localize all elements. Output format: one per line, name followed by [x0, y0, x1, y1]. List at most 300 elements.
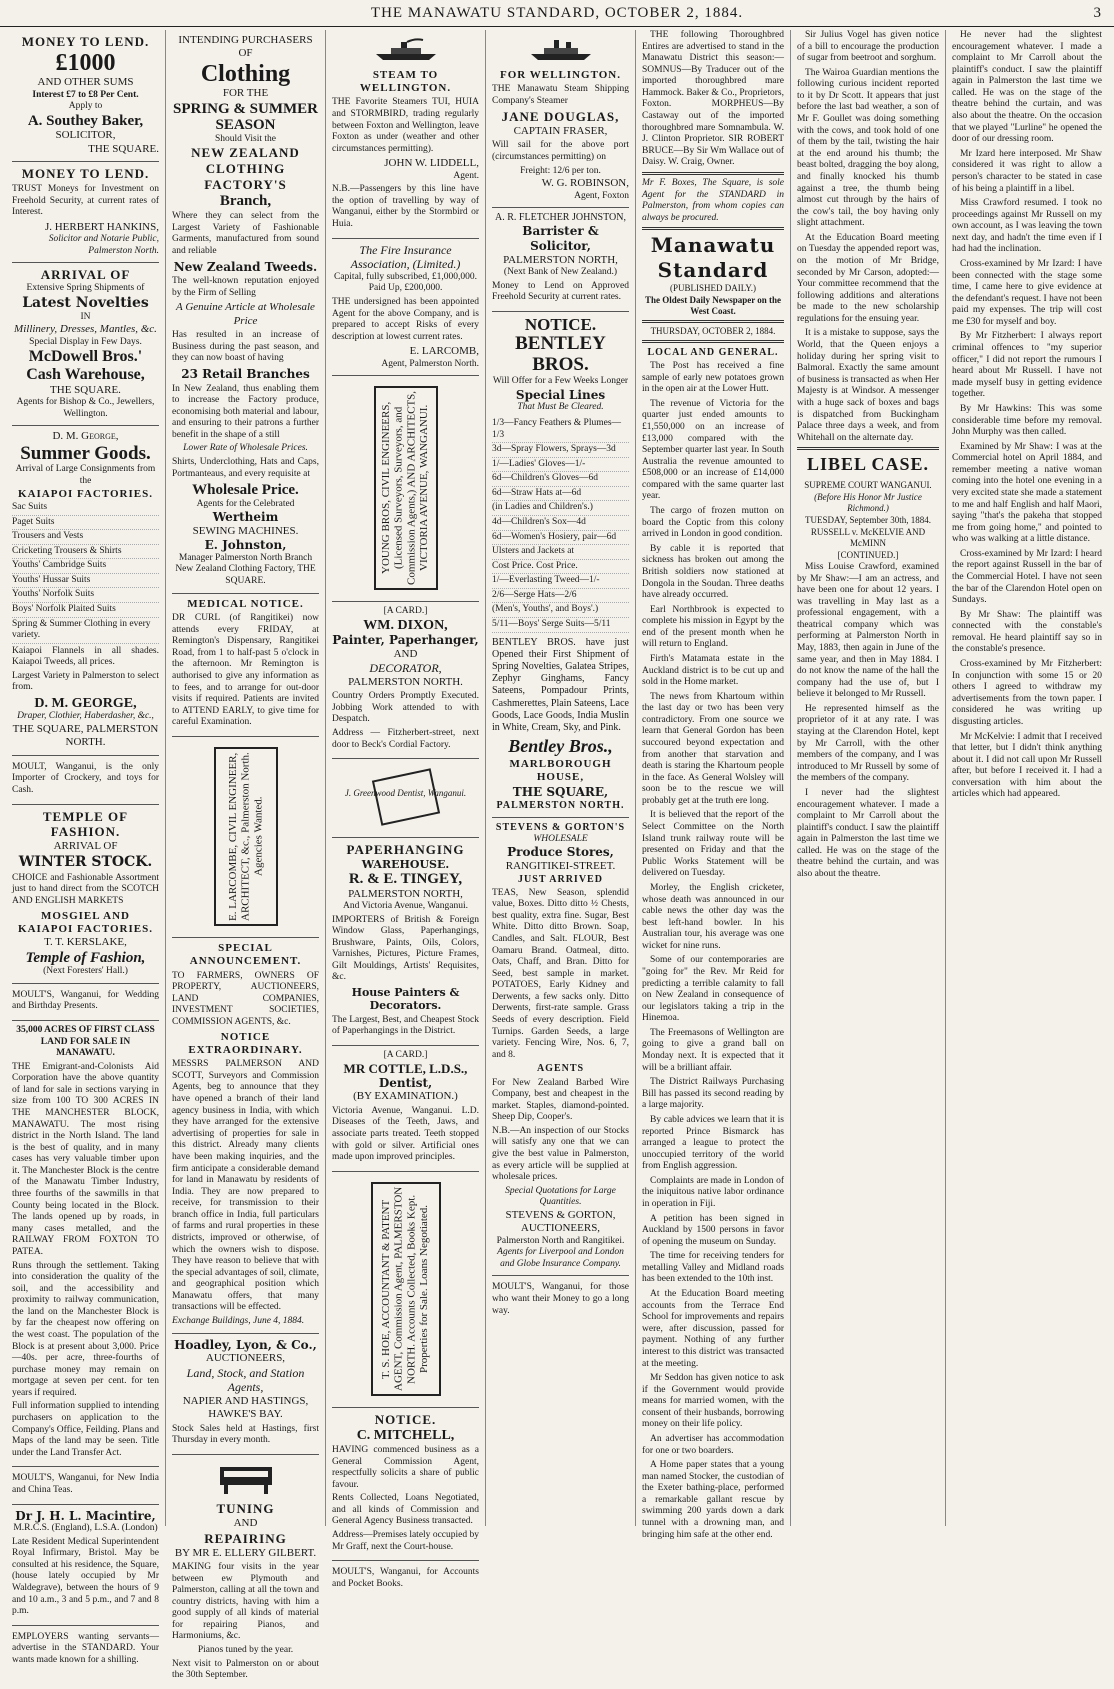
arrival-in: IN [80, 311, 91, 322]
local-news [642, 361, 784, 1541]
money-place: THE SQUARE. [88, 142, 159, 155]
news-paragraph: Earl Northbrook is expected to complete his mission in Egypt by the end of the present month when he will return to England. [642, 604, 784, 650]
news-paragraph: It is a mistake to suppose, says the World, that the Queen enjoys a holiday during her spring visit to Balmoral. Exactly the same amount of business is transacted as when Her Majesty is at Windsor. A messenger with a huge sack of boxes and bags is dispatched from Buckingham Palace three days a week, and from Whitehall on the alternate day. [797, 328, 939, 443]
lend2-title: MONEY TO LEND. [21, 166, 150, 182]
special-announcement-ad [172, 938, 319, 1334]
libel-paragraph: Mr McKelvie: I admit that I received that letter, but I didn't think anything about it. I did not call upon Mr Russell after, but before I received it. I had a conversation with him about the articles which had appeared. [952, 731, 1102, 800]
johnston-body: Money to Lend on Approved Freehold Security at current rates. [492, 280, 629, 303]
money-sub: AND OTHER SUMS [37, 76, 134, 89]
local-general-heading: LOCAL AND GENERAL. [647, 346, 779, 358]
macintire-body: Late Resident Medical Superintendent Royal Infirmary, Bristol. May be consulted at his residence, the Square, (house lately occupied by Mr Waldegrave), between the hours of 9 and 10 a.m., 3 and 5 p.m., and 7 and 8 p.m. [12, 1536, 159, 1617]
bentley-line: 1/—Everlasting Tweed—1/- [492, 574, 629, 589]
larcombe-box-ad [172, 737, 319, 938]
stevens-liverpool: Agents for Liverpool and London and Globe Insurance Company. [497, 1247, 624, 1269]
well-body-2: Will sail for the above port (circumstances permitting) on [492, 140, 629, 162]
robinson-role: Agent, Foxton [574, 190, 629, 201]
tingey-name: R. & E. TINGEY, [348, 871, 463, 888]
stevens-quotations: Special Quotations for Large Quantities. [505, 1185, 616, 1208]
column-5 [636, 30, 791, 1540]
summer-goods-title: Summer Goods. [20, 442, 151, 464]
bentley-line: 6d—Straw Hats at—6d [492, 487, 629, 502]
column-4 [486, 30, 636, 1526]
piano-icon [216, 1461, 276, 1495]
news-paragraph: The Freemasons of Wellington are going to give a grand ball on Monday next. It is expected that it will be a brilliant affair. [642, 1027, 784, 1073]
captain: CAPTAIN FRASER, [513, 125, 608, 137]
mitchell-rents: Rents Collected, Loans Negotiated, and all kinds of Commission and General Agency Business transacted. [332, 1493, 479, 1527]
news-paragraph: The Wairoa Guardian mentions the following curious incident reported to it by Dr Scott. It appears that just before the last bad weather, a son of Mr F. Goullet was doing something with the cows, and took hold of one of them by the tail, twisting the hair at the end around his thumb; the beast bolted, dragging the boy along, and finally knocked his thumb against a tree, the thumb being almost cut through by the hairs of the cow's tail, the boy having only slight attachment. [797, 67, 939, 229]
mcd-name: McDowell Bros.' [28, 348, 143, 366]
medical-notice-ad [172, 594, 319, 737]
moult-ad-4 [332, 1561, 479, 1597]
bentley-line: 4d—Children's Sox—4d [492, 516, 629, 531]
suit-item: Youths' Norfolk Suits [12, 588, 159, 603]
stevens-rangitikei: RANGITIKEI-STREET. [505, 860, 616, 873]
wertheim: Wertheim [212, 510, 279, 525]
stevens-gorton-ad [492, 818, 629, 1277]
fire-agent: E. LARCOMB, [409, 345, 479, 358]
boxes-note: Mr F. Boxes, The Square, is sole Agent for the STANDARD in Palmerston, from whom copies can always be procured. [642, 177, 784, 223]
extra-title: NOTICE EXTRAORDINARY. [188, 1030, 303, 1056]
divider [642, 227, 784, 230]
suit-item: Boys' Norfolk Plaited Suits [12, 603, 159, 618]
paper-masthead: Manawatu Standard [650, 233, 776, 282]
tingey-ad [332, 838, 479, 1046]
bentley-line: Cost Price. Cost Price. [492, 560, 629, 575]
bentley-ad [492, 312, 629, 818]
branch-body: Where they can select from the Largest Variety of Fashionable Garments, manufactured from sound and reliable [172, 211, 319, 256]
masthead [0, 0, 1114, 27]
bentley-line: Ulsters and Jackets at [492, 545, 629, 560]
sewing: SEWING MACHINES. [192, 524, 299, 537]
libel-paragraph: By Mr Shaw: The plaintiff was connected with the constable's removal. He heard plaintiff say so in the constable's presence. [952, 609, 1102, 655]
acres-body-3: Full information supplied to intending purchasers on application to the Company's Office, Feilding. Plans and Maps of the land may be seen. Title under the Land Transfer Act. [12, 1401, 159, 1458]
dixon-trade: Painter, Paperhanger, [332, 633, 479, 648]
libel-paragraph: Miss Crawford resumed. I took no proceedings against Mr Russell on my own account, as I was leaving the town next day, and hadn't the time even if I had had the inclination. [952, 198, 1102, 255]
hoe-box-ad [332, 1172, 479, 1408]
tweeds: New Zealand Tweeds. [173, 259, 318, 274]
moult-5-text: MOULT'S, Wanganui, for those who want their Money to go a long way. [492, 1282, 629, 1316]
dixon-addr: Address — Fitzherbert-street, next door to Beck's Cordial Factory. [332, 728, 479, 750]
column-6 [791, 30, 946, 1526]
divider [797, 447, 939, 450]
stevens-title: STEVENS & GORTON'S [495, 821, 626, 833]
news-paragraph: Mr Seddon has given notice to ask if the Government would provide means for married women, with the consent of their husbands, borrowing money on their life policy. [642, 1373, 784, 1430]
news-paragraph: The news from Khartoum within the last day or two has been very contradictory. From one source we learn that General Gordon has been succoured beyond expectation and from another that starvation and death is staring the Khartoum people in the face. As General Wolsley will soon be to the rescue we will probably get at the truth ere long. [642, 691, 784, 806]
money-role: SOLICITOR, [55, 129, 116, 142]
kerslake: T. T. KERSLAKE, [44, 936, 127, 949]
stevens-items: TEAS, New Season, splendid value, Boxes. Ditto ditto ½ Chests, best quality, extra fine. Sugar, Best White. Ditto ditto Brown. Soap, Candles, and Salt. FLOUR, Best Oamaru Brand. Oatmeal, ditto. Oats, Chaff, and Bran. Ditto for Seed, best sample in market. POTATOES, Early Kidney and Derwents, a few sacks only. Ditto Derwents, first-rate sample. Grass Seeds of every description. Field Turnips. Garden Seeds, a large variety. Fencing Wire, Nos. 6, 7, and 8. [492, 887, 629, 1060]
johnston: E. Johnston, [204, 538, 287, 553]
hoadley-ad [172, 1334, 319, 1455]
dixon-body: Country Orders Promptly Executed. Jobbing Work attended to with Despatch. [332, 691, 479, 725]
steamship-icon [526, 36, 596, 62]
suit-item: Trousers and Vests [12, 530, 159, 545]
moult-1-text: MOULT, Wanganui, is the only Importer of Crockery, and toys for Cash. [12, 761, 159, 795]
macintire-quals: M.R.C.S. (England), L.S.A. (London) [13, 1523, 158, 1534]
moult-ad-1 [12, 756, 159, 805]
dixon-decorator: DECORATOR, [369, 661, 442, 676]
bentley-script: Bentley Bros., [508, 736, 613, 757]
stevens-agents: AGENTS [536, 1063, 585, 1075]
fashion-ad [12, 805, 159, 984]
retail: 23 Retail Branches [181, 366, 310, 381]
pianos: Pianos tuned by the year. [197, 1645, 294, 1656]
house-painters: House Painters & Decorators. [351, 986, 460, 1013]
court-sub: (Before His Honor Mr Justice Richmond.) [814, 492, 922, 514]
mitchell-notice: NOTICE. [374, 1411, 437, 1427]
bentley-line: 1/—Ladies' Gloves—1/- [492, 458, 629, 473]
freight: Freight: 12/6 per ton. [520, 165, 601, 176]
fashion-arrival: ARRIVAL OF [53, 840, 118, 853]
well-body: THE Manawatu Steam Shipping Company's Steamer [492, 83, 629, 106]
news-continued [797, 30, 939, 444]
young-box-text: YOUNG BROS, CIVIL ENGINEERS, (Licensed Surveyors, Surveyors, and Commission Agents,) AND ARCHITECTS, VICTORIA AVENUE, WANGANUI. [380, 391, 431, 586]
clothing-for: FOR THE [222, 87, 269, 100]
special-body: TO FARMERS, OWNERS OF PROPERTY, AUCTIONEERS, LAND COMPANIES, INVESTMENT SOCIETIES, COMMISSION AGENTS, &c. [172, 970, 319, 1027]
suit-item: Cricketing Trousers & Shirts [12, 545, 159, 560]
hoadley-land: Land, Stock, and Station [186, 1365, 305, 1380]
temple-of-fashion: Temple of Fashion, [25, 949, 146, 966]
fashion-body: CHOICE and Fashionable Assortment just to hand direct from the SCOTCH AND ENGLISH MARKETS [12, 872, 159, 906]
libel-paragraph: Cross-examined by Mr Izard: I have been connected with the stage some time, I came here to give evidence at the defendant's request. I have not been paid my expenses. The trip will cost me £30 for myself and boy. [952, 258, 1102, 327]
variety: Largest Variety in Palmerston to select from. [12, 670, 159, 693]
suit-list [12, 501, 159, 644]
money-interest: Interest £7 to £8 Per Cent. [32, 89, 139, 100]
hoadley-sales: Stock Sales held at Hastings, first Thursday in every month. [172, 1423, 319, 1446]
thoroughbreds-article [642, 30, 784, 169]
wellington-steamer-ad [492, 30, 629, 208]
paper-title: PAPERHANGING [346, 841, 465, 857]
mosgiel: MOSGIEL AND KAIAPOI FACTORIES. [18, 909, 153, 935]
steam-body: THE Favorite Steamers TUI, HUIA and STORMBIRD, trading regularly between Foxton and Wellington, leave Foxton as under (weather and other circumstances permitting). [332, 97, 479, 154]
mitchell-addr: Address—Premises lately occupied by Mr Graff, next the Court-house. [332, 1530, 479, 1552]
stevens-agents-body: For New Zealand Barbed Wire Company, best and cheapest in the market. Staples, diamond-pointed. Sheep Dip, Cooper's. [492, 1077, 629, 1123]
news-paragraph: Some of our contemporaries are "going for" the Rev. Mr Reid for predicting a terrible calamity to fall on New Zealand in consequence of our legislators taking a trip in the Hinemoa. [642, 955, 784, 1024]
mitchell-ad [332, 1408, 479, 1561]
bentley-line: 3d—Spray Flowers, Sprays—3d [492, 443, 629, 458]
dixon-place: PALMERSTON NORTH. [348, 675, 463, 688]
temple-sub: (Next Foresters' Hall.) [43, 966, 128, 977]
greenwood-stamp-text: J. Greenwood Dentist, Wanganui. [344, 787, 467, 798]
tuning: TUNING [216, 1501, 275, 1517]
bentley-line: 5/11—Boys' Serge Suits—5/11 [492, 618, 629, 633]
divider [642, 320, 784, 323]
stevens-wholesale: WHOLESALE [533, 833, 588, 844]
news-paragraph: By cable advices we learn that it is reported Prince Bismarck has arranged a league to protect the unoccupied territory of the world from English aggression. [642, 1114, 784, 1172]
retail-body: In New Zealand, thus enabling them to increase the Factory produce, economising both material and labour, and ensuring to their patrons a further benefit in the shape of a still [172, 383, 319, 440]
libel-paragraph: Miss Louise Crawford, examined by Mr Shaw:—I am an actress, and have been one for about 12 years. I was travelling in May last as a professional engagement, with a theatrical company which was performing at Palmerston North in May, 1883, then again in June of the same year, and then in May 1884. I do not know the name of the hall the company had the use of, but I believe it belonged to Mr Russell. [797, 561, 939, 700]
lower-rate: Lower Rate of Wholesale Prices. [183, 443, 308, 454]
court-name: SUPREME COURT WANGANUI. [804, 480, 932, 491]
masthead-title: THE MANAWATU STANDARD, OCTOBER 2, 1884. [370, 5, 744, 21]
libel-evidence [952, 30, 1102, 801]
arrival-ad [12, 263, 159, 426]
court-date: TUESDAY, September 30th, 1884. [805, 515, 931, 526]
fire-insurance-ad [332, 239, 479, 377]
acres-body: THE Emigrant-and-Colonists Aid Corporation have the above quantity of land for sale in sections varying in size from 100 TO 300 ACRES IN THE MANCHESTER BLOCK, MANAWATU. The most rising district in the North Island. The land is the best of quality, and in many cases has very valuable timber upon it. The Manchester Block is the centre of the Manawatu Timber Industry, three fourths of the sawmills in that County being located in the Block. The lands opened up by roads, in many cases metalled, and the RAILWAY FROM FOXTON TO PATEA. [12, 1061, 159, 1257]
mcd-agents: Agents for Bishop & Co., Jewellers, Wellington. [16, 396, 155, 419]
genuine: A Genuine Article at Wholesale Price [176, 301, 315, 327]
divider [642, 172, 784, 175]
news-paragraph: A Home paper states that a young man named Stocker, the custodian of the Exeter bathing-place, performed a remarkable gallant rescue by swimming 200 yards down a dark tunnel with a drowning man, and bringing him safe at the other end. [642, 1460, 784, 1540]
george-name: D. M. GEORGE, [34, 696, 137, 712]
libel-paragraph: I never had the slightest encouragement whatever. I made a complaint to Mr Carroll about the plaintiff's conduct. I saw the plaintiff again in Palmerston the last time we called. He was on the stage of the theatre behind the curtain, and was also about the theatre. [797, 787, 939, 879]
news-paragraph: Sir Julius Vogel has given notice of a bill to encourage the production of sugar from beetroot and sorghum. [797, 30, 939, 64]
repairing: REPAIRING [204, 1530, 287, 1546]
dixon-ad [332, 602, 479, 759]
moult-3-text: MOULT'S, Wanganui, for New India and China Teas. [12, 1473, 159, 1495]
bentley-line: 1/3—Fancy Feathers & Plumes—1/3 [492, 417, 629, 443]
liddell-role: Agent. [453, 170, 479, 181]
liddell: JOHN W. LIDDELL, [384, 157, 479, 170]
fire-paid: Paid Up, £200,000. [368, 283, 443, 294]
libel-paragraph: Cross-examined by Mr Fitzherbert: In conjunction with some 15 or 20 others I agreed to withdraw my advertisements from the town paper. I considered he was writing up disgusting articles. [952, 659, 1102, 727]
published-daily: (PUBLISHED DAILY.) [670, 283, 756, 294]
cottle-name: MR COTTLE, L.D.S., [343, 1060, 468, 1076]
cottle-body: Victoria Avenue, Wanganui. L.D. Diseases of the Teeth, Jaws, and associate parts treated. Teeth stopped with gold or silver. Artificial ones made upon improved principles. [332, 1105, 479, 1163]
bentley-line: 6d—Women's Hosiery, pair—6d [492, 531, 629, 546]
money-agent: A. Southey Baker, [27, 112, 144, 129]
libel-paragraph: Cross-examined by Mr Izard: I heard the report against Russell in the bar of the Commercial Hotel. I have not seen the bar of the Clarendon Hotel open on Sundays. [952, 548, 1102, 606]
season: SPRING & SUMMER SEASON [173, 100, 318, 134]
news-paragraph: Firth's Matamata estate in the Auckland district is to be cut up and sold in the Home market. [642, 653, 784, 688]
moult-ad-5 [492, 1276, 629, 1324]
acres-ad [12, 1021, 159, 1467]
bentley-square: THE SQUARE, [512, 784, 609, 799]
branch: Branch, [219, 192, 272, 209]
suit-item: Youths' Cambridge Suits [12, 559, 159, 574]
george-place: THE SQUARE, PALMERSTON NORTH. [12, 723, 159, 749]
hoadley-agents: Agents, [227, 1380, 264, 1395]
stevens-place: Palmerston North and Rangitikei. [496, 1235, 625, 1246]
fashion-title: TEMPLE OF FASHION. [42, 808, 129, 840]
fire-title: The Fire Insurance Association, (Limited.) [350, 242, 461, 272]
stevens-produce: Produce Stores, [507, 845, 614, 860]
news-paragraph: At the Education Board meeting on Tuesday the appended report was, on the motion of Mr Bridge, seconded by Mr Carson, adopted:—Your committee recommend that the following additions and alterations be made to the new scholarship regulations for the ensuing year. [797, 232, 939, 324]
cottle-card: [A CARD.] [383, 1049, 428, 1060]
hoadley-role: AUCTIONEERS, [205, 1352, 286, 1365]
lend2-role: Solicitor and Notarie Public, Palmerston North. [48, 234, 159, 256]
news-paragraph: An advertiser has accommodation for one or two boarders. [642, 1433, 784, 1456]
news-paragraph: The District Railways Purchasing Bill has passed its second reading by a large majority. [642, 1077, 784, 1111]
fire-body: THE undersigned has been appointed Agent for the above Company, and is prepared to accept Risks of every description at lowest current rates. [332, 296, 479, 342]
moult-ad-2 [12, 984, 159, 1021]
young-box-ad [332, 376, 479, 602]
piano-ad [172, 1455, 319, 1689]
libel-paragraph: He represented himself as the proprietor of it at any rate. I was staying at the Clarendon Hotel, kept by Mr Carroll, with the other members of the company, and I was introduced to Mr Russell by some of the members of the company. [797, 703, 939, 784]
bentley-cleared: That Must Be Cleared. [517, 402, 604, 413]
cottle-ad [332, 1046, 479, 1172]
news-paragraph: The time for receiving tenders for metalling Valley and Midland roads has been extended to the 10th inst. [642, 1251, 784, 1285]
robinson: W. G. ROBINSON, [541, 177, 629, 190]
jane-douglas: JANE DOUGLAS, [501, 109, 620, 125]
cottle-dentist: Dentist, [378, 1075, 433, 1090]
tingey-place: PALMERSTON NORTH, [348, 887, 463, 900]
bentley-line: (Men's, Youths', and Boys'.) [492, 603, 629, 618]
clothing-title: Clothing [200, 60, 291, 87]
bentley-notice: NOTICE. [524, 314, 597, 334]
shirts: Shirts, Underclothing, Hats and Caps, Portmanteaus, and every requisite at [172, 457, 319, 479]
news-paragraph: At the Education Board meeting accounts from the Terrace End School for improvements and repairs were, after discussion, passed for payment. Nothing of any further interest to this district was transacted at the meeting. [642, 1289, 784, 1369]
stevens-gorton-2: STEVENS & GORTON, [505, 1208, 616, 1221]
arrival-display: Special Display in Few Days. [29, 336, 142, 347]
libel-paragraph: He never had the slightest encouragement whatever. I made a complaint to Mr Carroll about the plaintiff's conduct. I saw the plaintiff again in Palmerston the last time we called. He was on the stage of the theatre behind the curtain, and was also about the theatre. On the occasion that we played "Lurline" he opened the door of our dressing room. [952, 30, 1102, 145]
tuning-and: AND [233, 1517, 258, 1530]
issue-date: THURSDAY, OCTOBER 2, 1884. [650, 325, 776, 336]
flannels: Kaiapoi Flannels in all shades. Kaiapoi Tweeds, all prices. [12, 645, 159, 668]
marlborough: MARLBOROUGH HOUSE, [509, 758, 612, 784]
dixon-and: AND [393, 647, 418, 660]
steam-ad [332, 30, 479, 239]
columns [6, 30, 1108, 1681]
tweeds-body: The well-known reputation enjoyed by the Firm of Selling [172, 276, 319, 298]
special-title: SPECIAL ANNOUNCEMENT. [189, 941, 302, 968]
news-paragraph: Complaints are made in London of the iniquitous native labor ordinance in operation in Fiji. [642, 1175, 784, 1209]
stevens-arrived: JUST ARRIVED [518, 873, 603, 885]
paper-warehouse: WAREHOUSE. [361, 857, 450, 871]
column-7 [946, 30, 1108, 1526]
macintire-ad [12, 1505, 159, 1626]
page-number: 3 [1093, 5, 1102, 21]
extra-sig: Exchange Buildings, June 4, 1884. [172, 1316, 305, 1327]
gilbert: BY MR E. ELLERY GILBERT. [174, 1546, 317, 1559]
lend2-body: TRUST Moneys for Investment on Freehold Security, at current rates of Interest. [12, 183, 159, 218]
extra-body: MESSRS PALMERSON AND SCOTT, Surveyors and Commission Agents, beg to announce that they have opened a branch of their land agency business in India, with which they have arranged for the extensive advertising of properties for sale in this district. Already many clients have been making inquiries, and the firm anticipate a considerable demand for land in Manawatu by residents of India. They are now prepared to receive, for transmission to their branch office in India, full particulars of farms and rural properties in these districts, improved or otherwise, of which the owners wish to dispose. They have reason to believe that with the special advantages of soil, climate, and geographical position which Manawatu offers, that many transactions will be effected. [172, 1059, 319, 1313]
johnston-role: Manager Palmerston North Branch New Zealand Clothing Factory, THE SQUARE. [175, 552, 316, 587]
next-visit: Next visit to Palmerston on or about the 30th September. [172, 1658, 319, 1681]
employers-text: EMPLOYERS wanting servants—advertise in the STANDARD. Your wants made known for a shilling. [12, 1631, 159, 1665]
column-2 [166, 30, 326, 1681]
column-3 [326, 30, 486, 1589]
agents: Agents for the Celebrated [196, 498, 295, 509]
case-continued: [CONTINUED.] [837, 550, 899, 560]
hoadley-place: NAPIER AND HASTINGS, HAWKE'S BAY. [182, 1394, 309, 1421]
clothing-factory-ad [172, 30, 319, 594]
moult-ad-3 [12, 1467, 159, 1504]
mcd-place: THE SQUARE. [50, 383, 121, 396]
news-paragraph: Morley, the English cricketer, whose death was announced in our cable news the other day was the best left-hand bowler. In his Australian tour, his average was one wicket for nine runs. [642, 882, 784, 951]
tingey-stock: The Largest, Best, and Cheapest Stock of Paperhangings in the District. [332, 1014, 479, 1037]
money-amount: £1000 [55, 49, 116, 76]
winter-stock: WINTER STOCK. [18, 853, 153, 870]
oldest-daily: The Oldest Daily Newspaper on the West Coast. [644, 295, 782, 316]
money-title: MONEY TO LEND. [21, 34, 150, 49]
arrival-novelties: Latest Novelties [22, 294, 149, 311]
bentley-line: (in Ladies and Children's.) [492, 501, 629, 516]
money-lend-ad [12, 30, 159, 162]
nz: NEW ZEALAND [191, 145, 300, 161]
bentley-body: BENTLEY BROS. have just Opened their First Shipment of Spring Novelties, Galatea Stripes, Zephyr Ginghams, Fancy Sateens, Pompadour Prints, Cashmerettes, Plain Sateens, Lace Goods, Lace Goods, India Muslin in White, Cream, Sky, and Pink. [492, 636, 629, 733]
bentley-line: 6d—Children's Gloves—6d [492, 472, 629, 487]
medical-body: DR CURL (of Rangitikei) now attends every FRIDAY, at Remington's Dispensary, Rangitikei Road, from 1 to half-past 5 o'clock in the afternoon. Mr Remington is authorised to give any information as to fees, and to arrange for out-door visits if required. Patients are invited to ATTEND EARLY, to give time for careful Examination. [172, 613, 319, 728]
gilbert-body: MAKING four visits in the year between ew Plymouth and Palmerston, calling at all the town and country districts, having with him a good supply of all kinds of material for repairing Pianos, and Harmoniums, &c. [172, 1561, 319, 1642]
mcd-warehouse: Cash Warehouse, [26, 365, 145, 383]
clothing-intro: INTENDING PURCHASERS OF [178, 34, 313, 60]
libel-paragraph: By Mr Fitzherbert: I always report criminal offences to "my superior officer," I did not report the rumours I heard about Mr Russell. I have not made myself busy in getting evidence together. [952, 331, 1102, 400]
libel-case-heading: LIBEL CASE. [806, 454, 930, 475]
fire-agent-role: Agent, Palmerston North. [381, 358, 479, 369]
hoadley-name: Hoadley, Lyon, & Co., [174, 1337, 317, 1352]
employers-ad [12, 1626, 159, 1674]
liddell-nb: N.B.—Passengers by this line have the option of travelling by way of Wanganui, either by the Stormbird or Huia. [332, 184, 479, 229]
hoe-box-text: T. S. HOE, ACCOUNTANT & PATENT AGENT, Commission Agent, PALMERSTON NORTH. Accounts Collected, Books Kept. Properties for Sale. Loans Negotiated. [380, 1186, 431, 1391]
larcombe-box-text: E. LARCOMBE, CIVIL ENGINEER, ARCHITECT, &c., Palmerston North. Agencies Wanted. [226, 751, 264, 921]
factory: CLOTHING FACTORY'S [204, 161, 287, 192]
bentley-sub: Will Offer for a Few Weeks Longer [492, 376, 629, 387]
bentley-palm: PALMERSTON NORTH. [496, 799, 625, 811]
hoe-box [371, 1182, 441, 1396]
steamship-icon [371, 36, 441, 62]
lend2-name: J. HERBERT HANKINS, [44, 220, 159, 233]
dixon-name: WM. DIXON, [363, 617, 448, 633]
arrival-body: Extensive Spring Shipments of [26, 283, 145, 294]
suit-item: Spring & Summer Clothing in every variety. [12, 618, 159, 644]
suit-item: Paget Suits [12, 516, 159, 531]
arrival-items: Millinery, Dresses, Mantles, &c. [14, 323, 157, 336]
fletcher-johnston-ad [492, 208, 629, 312]
tingey-body: IMPORTERS of British & Foreign Window Glass, Paperhangings, Brushware, Paints, Oils, Colors, Varnishes, Pictures, Picture Frames, Gilt Mouldings, Artists' Requisites, &c. [332, 914, 479, 983]
steam-title: STEAM TO WELLINGTON. [359, 68, 452, 94]
news-paragraph: It is believed that the report of the Select Committee on the North Island trunk railway route will be presented on Friday and that the Public Works Statement will be delivered on Tuesday. [642, 810, 784, 879]
libel-body [797, 562, 939, 881]
genuine-body: Has resulted in an increase of Business during the past season, and they can now boast of having [172, 330, 319, 364]
visit: Should Visit the [214, 133, 276, 144]
news-paragraph: The Post has received a fine sample of early new potatoes grown in the open air at the Lower Hutt. [642, 361, 784, 395]
thoroughbreds-text: THE following Thoroughbred Entires are advertised to stand in the Manawatu District this season:— SOMNUS—By Traducer out of the imported thoroughbred mare Hammock. Baker & Co., Proprietors, Foxton. MORPHEUS—By Castaway out of the imported thoroughbred mare Somnambula. W. J. Clinton Proprietor. SIR ROBERT BRUCE—By Sir Wm Wallace out of Daisy. W. Craig, Owner. [642, 30, 784, 168]
news-paragraph: A petition has been signed in Auckland by 1500 persons in favor of opening the museum on Sunday. [642, 1213, 784, 1247]
news-paragraph: The revenue of Victoria for the quarter just ended amounts to £1,550,000 on an increase of £13,000 compared with the September quarter last year. In South Australia the revenue amounted to £508,000 or an increase of £14,000 compared with the same quarter last year. [642, 398, 784, 502]
money-apply: Apply to [68, 101, 103, 112]
cottle-exam: (BY EXAMINATION.) [353, 1090, 458, 1103]
wholesale: Wholesale Price. [192, 482, 299, 499]
libel-paragraph: Examined by Mr Shaw: I was at the Commercial hotel on April 1884, and remember meeting a native woman coming into the hotel one evening in a very excited state she made a statement to me and half English and half Maori, saying "that's the pakeha that stopped me from going home," and pointed to who was walking at a little distance. [952, 441, 1102, 545]
news-paragraph: The cargo of frozen mutton on board the Coptic from this colony arrived in London in good condition. [642, 506, 784, 540]
divider [642, 340, 784, 343]
johnston-name: A. R. FLETCHER JOHNSTON, [495, 212, 626, 224]
moult-4-text: MOULT'S, Wanganui, for Accounts and Pocket Books. [332, 1567, 479, 1589]
johnston-sub: (Next Bank of New Zealand.) [503, 266, 618, 277]
dixon-card: [A CARD.] [383, 606, 428, 617]
young-box [374, 386, 438, 590]
lend2-ad [12, 162, 159, 263]
news-paragraph: By cable it is reported that sickness has broken out among the British soldiers now stationed at Dongola in the Soudan. Three deaths have already occurred. [642, 543, 784, 601]
acres-title: 35,000 ACRES OF FIRST CLASS LAND FOR SALE IN MANAWATU. [16, 1024, 155, 1059]
stevens-auctioneers: AUCTIONEERS, [520, 1222, 601, 1235]
tingey-sub: And Victoria Avenue, Wanganui. [342, 900, 469, 911]
george-top: D. M. George, [52, 430, 119, 443]
moult-2-text: MOULT'S, Wanganui, for Wedding and Birthday Presents. [12, 989, 159, 1012]
bentley-lines [492, 417, 629, 633]
libel-paragraph: By Mr Hawkins: This was some considerable time before my removal. John Murphy was then called. [952, 403, 1102, 438]
column-1 [6, 30, 166, 1665]
macintire-name: Dr J. H. L. Macintire, [15, 1508, 156, 1523]
summer-goods-ad [12, 426, 159, 756]
suit-item: Sac Suits [12, 501, 159, 516]
medical-title: MEDICAL NOTICE. [187, 597, 304, 610]
barrister: Barrister & Solicitor, [522, 224, 599, 253]
acres-body-2: Runs through the settlement. Taking into consideration the quality of the soil, and the accessibility and proximity to railway communication, the land on the Manchester Block is by far the cheapest now offering on the west coast. The population of the Block is at present about 3,000. Price—40s. per acre, three-fourths of purchase money may remain on mortgage at seven per cent. for ten years if required. [12, 1260, 159, 1398]
larcombe-box [214, 747, 278, 926]
greenwood-stamp-ad [332, 759, 479, 838]
arrival-title: ARRIVAL OF [40, 267, 131, 283]
kaiapoi-body: Arrival of Large Consignments from the [15, 464, 156, 486]
mitchell-body: HAVING commenced business as a General Commission Agent, respectfully solicits a share of public favour. [332, 1445, 479, 1490]
well-title: FOR WELLINGTON. [500, 68, 621, 81]
mitchell-name: C. MITCHELL, [356, 1427, 455, 1443]
george-role: Draper, Clothier, Haberdasher, &c., [17, 711, 154, 722]
case-name: RUSSELL v. McKELVIE AND McMINN [810, 527, 926, 549]
kaiapoi-title: KAIAPOI FACTORIES. [18, 487, 153, 500]
